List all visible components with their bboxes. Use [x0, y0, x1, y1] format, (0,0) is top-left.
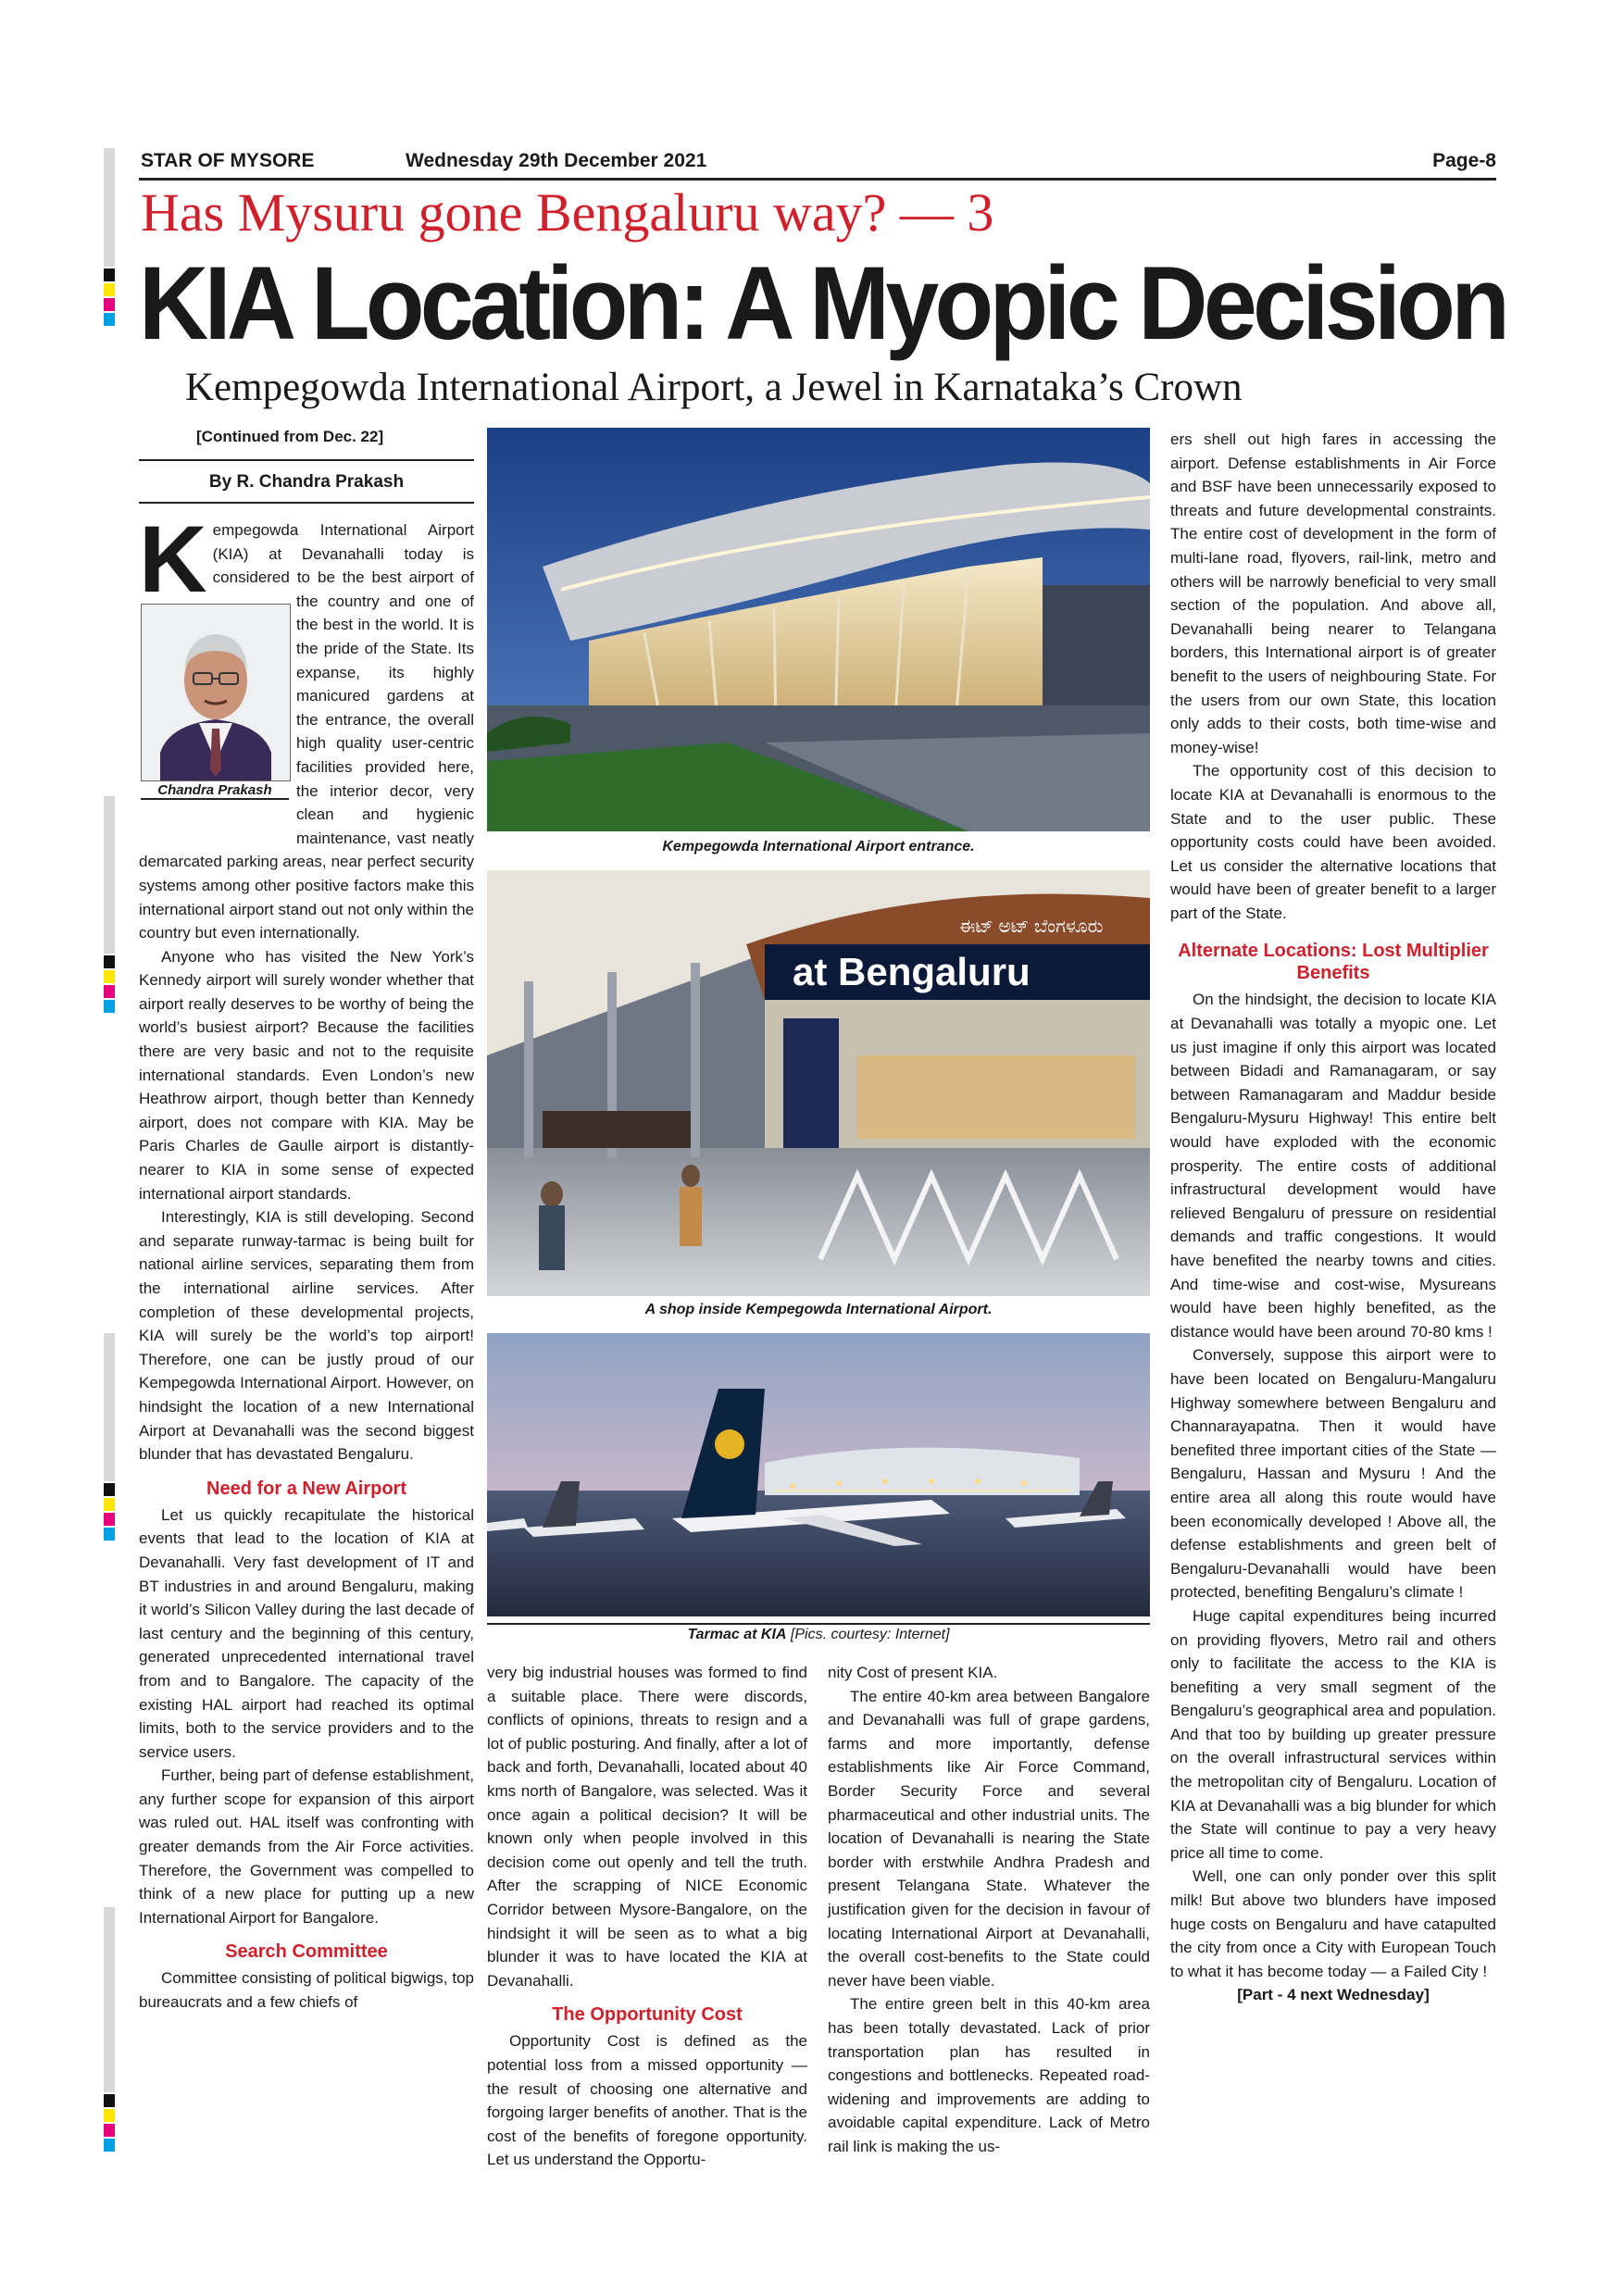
subhead-need-airport: Need for a New Airport: [206, 1478, 406, 1499]
author-caption: Chandra Prakash: [141, 782, 289, 800]
caption-tarmac-credit: [Pics. courtesy: Internet]: [786, 1627, 950, 1642]
shop-sign-kannada: ಈಟ್ ಅಟ್ ಬೆಂಗಳೂರು: [959, 917, 1104, 937]
masthead: [139, 150, 1496, 172]
column-1: [139, 506, 474, 2015]
masthead-rule: [139, 178, 1496, 181]
photo-airport-shop: [487, 870, 1150, 1296]
registration-marks-bottom: [104, 1907, 115, 2153]
col1-p6: Committee consisting of political bigwigs, top bureaucrats and a few chiefs of: [139, 1969, 474, 2012]
byline: By R. Chandra Prakash: [208, 472, 405, 492]
kicker: Has Mysuru gone Bengaluru way? — 3: [141, 182, 994, 243]
col1-p3: Interestingly, KIA is still developing. Second and separate runway-tarmac is being built for national airline services, separating them from the international airline services. After completion of these developmental projects, KIA will surely be the world’s top airport! Therefore, one can be justly proud of our Kempegowda International Airport. However, on hindsight the location of a new International Airport at Devanahalli was the second biggest blunder that has devastated Bengaluru.: [139, 1208, 474, 1464]
col2-p2: Opportunity Cost is defined as the potential loss from a missed opportunity — the result of choosing one alternative and forgoing larger benefits of another. That is the cost of the benefits of foregone opportunity. Let us understand the Opportu-: [487, 2032, 807, 2169]
column-3: [828, 1661, 1150, 2158]
col4-p6: Well, one can only ponder over this split milk! But above two blunders have imposed huge costs on Bengaluru and have catapulted the city from once a City with European Touch to what it has become today — a Failed City !: [1170, 1867, 1496, 1980]
column-2: [487, 1661, 807, 2172]
byline-rule-top: [139, 459, 474, 461]
caption-tarmac: [487, 1623, 1150, 1643]
shop-sign: at Bengaluru: [793, 950, 1031, 993]
subhead-opportunity-cost: The Opportunity Cost: [552, 2004, 743, 2026]
registration-marks-mid1: [104, 796, 115, 1015]
col1-lead: empegowda International Airport (KIA) at Devanahalli today is considered to be the best airport of the country and one of the best in the world. It is the pride of the State. Its expanse, its highly manicured gardens at the entrance, the overall high quality user-centric facilities provided here, the interior decor, very clean and hygienic maintenance, vast neatly demarcated parking areas, near perfect security systems among other positive factors make this international airport stand out not only within the country but even internationally.: [139, 521, 474, 942]
registration-marks-top: [104, 148, 115, 328]
caption-tarmac-main: Tarmac at KIA: [687, 1627, 787, 1642]
registration-marks-mid2: [104, 1333, 115, 1542]
col4-p2: The opportunity cost of this decision to locate KIA at Devanahalli is enormous to the State and to the user public. These opportunity costs could have been avoided. Let us consider the alternative locations that would have been of greater benefit to a larger part of the State.: [1170, 762, 1496, 922]
subhead-alternate-locations: Alternate Locations: Lost Multiplier Benefits: [1178, 941, 1489, 984]
subhead-search-committee: Search Committee: [225, 1941, 388, 1963]
photo-tarmac: [487, 1333, 1150, 1616]
issue-date: Wednesday 29th December 2021: [406, 150, 707, 171]
deck: Kempegowda International Airport, a Jewel in Karnataka’s Crown: [185, 366, 1243, 409]
col4-p4: Conversely, suppose this airport were to have been located on Bengaluru-Mangaluru Highway somewhere between Bengaluru and Channarayapatna. Then it would have benefited three important cities of the State — Bengaluru, Hassan and Mysuru ! And the entire area all along this route would have been economically developed ! Above all, the defense establishments and green belt of Bengaluru-Devanahalli would have been protected, benefiting Bengaluru’s climate !: [1170, 1346, 1496, 1602]
caption-entrance: Kempegowda International Airport entrance.: [662, 839, 975, 855]
col3-p3: The entire green belt in this 40-km area has been totally devastated. Lack of prior transportation plan has resulted in congestions and bottlenecks. Repeated road-widening and improvements are adding to avoidable capital expenditure. Lack of Metro rail link is making the us-: [828, 1995, 1150, 2155]
col4-p1: ers shell out high fares in accessing the airport. Defense establishments in Air Force and BSF have been unnecessarily exposed to threats and future developmental constraints. The entire cost of development in the form of multi-lane road, flyovers, rail-link, metro and others will be narrowly beneficial to very small section of the population. And above all, Devanahalli being nearer to Telangana borders, this International airport is of greater benefit to the users of neighbouring State. For the users from our own State, this location only adds to their costs, both time-wise and money-wise!: [1170, 430, 1496, 756]
col2-p1: very big industrial houses was formed to find a suitable place. There were discords, conflicts of opinions, threats to resign and a lot of public posturing. And finally, after a lot of back and forth, Devanahalli, located about 40 kms north of Bangalore, was selected. Was it once again a political decision? It will be known only when people involved in this decision come out openly and tell the truth. After the scrapping of NICE Economic Corridor between Mysore-Bangalore, on the hindsight it will be seen as to what a big blunder it was to have located the KIA at Devanahalli.: [487, 1664, 807, 1990]
col3-p2: The entire 40-km area between Bangalore and Devanahalli was full of grape gardens, farms and more importantly, defense establishments like Air Force Command, Border Security Force and several pharmaceutical and other industrial units. The location of Devanahalli is nearing the State border with erstwhile Andhra Pradesh and present Telangana State. Whatever the justification given for the decision in favour of locating International Airport at Devanahalli, the overall cost-benefits to the State could never have been viable.: [828, 1687, 1150, 1990]
continuation-note: [Part - 4 next Wednesday]: [1237, 1986, 1430, 2004]
headline: KIA Location: A Myopic Decision: [139, 245, 1506, 361]
continued-note: [Continued from Dec. 22]: [196, 428, 384, 445]
photo-airport-entrance: [487, 428, 1150, 831]
col1-p2: Anyone who has visited the New York’s Kennedy airport will surely wonder whether that airport really deserves to be worthy of being the world’s busiest airport? Because the facilities there are very basic and not to the requisite international standards. Even London’s new Heathrow airport, though better than Kennedy airport, does not compare with KIA. May be Paris Charles de Gaulle airport is distantly-nearer to KIA in some sense of expected international airport standards.: [139, 947, 474, 1203]
col3-p1: nity Cost of present KIA.: [828, 1664, 998, 1681]
col4-p5: Huge capital expenditures being incurred on providing flyovers, Metro rail and others only to facilitate the access to the KIA is benefiting a very small segment of the Bengaluru’s geographical area and population. And that too by building up greater pressure on the overall infrastructural services within the metropolitan city of Bengaluru. Location of KIA at Devanahalli was a big blunder for which the State will continue to pay a very heavy price all time to come.: [1170, 1606, 1496, 1862]
paper-name: STAR OF MYSORE: [141, 150, 315, 171]
drop-cap: K: [139, 506, 207, 612]
col1-p5: Further, being part of defense establishment, any further scope for expansion of this airport was ruled out. HAL itself was confronting with greater demands from the Air Force activities. Therefore, the Government was compelled to think of a new place for putting up a new International Airport for Bangalore.: [139, 1766, 474, 1927]
page-number: Page-8: [1432, 150, 1496, 171]
byline-rule-bottom: [139, 502, 474, 504]
caption-shop: A shop inside Kempegowda International Airport.: [644, 1302, 993, 1317]
col4-p3: On the hindsight, the decision to locate KIA at Devanahalli was totally a myopic one. Let us just imagine if only this airport was located between Bidadi and Ramanagaram, or say between Ramanagaram and Maddur beside Bengaluru-Mysuru Highway! This entire belt would have exploded with the economic prosperity. The entire costs of additional infrastructural development would have relieved Bengaluru of pressure on residential demands and traffic congestions. It would have benefited the nearby towns and cities. And time-wise and cost-wise, Mysureans would have been highly benefited, as the distance would have been around 70-80 kms !: [1170, 991, 1496, 1341]
col1-p4: Let us quickly recapitulate the historical events that lead to the location of KIA at Devanahalli. Very fast development of IT and BT industries in and around Bengaluru, making it world’s Silicon Valley during the last decade of last century and the beginning of this century, generated unprecedented international travel from and to Bangalore. The capacity of the existing HAL airport had reached its optimal limits, both to the service providers and to the service users.: [139, 1505, 474, 1761]
column-4: [1170, 428, 1496, 2007]
